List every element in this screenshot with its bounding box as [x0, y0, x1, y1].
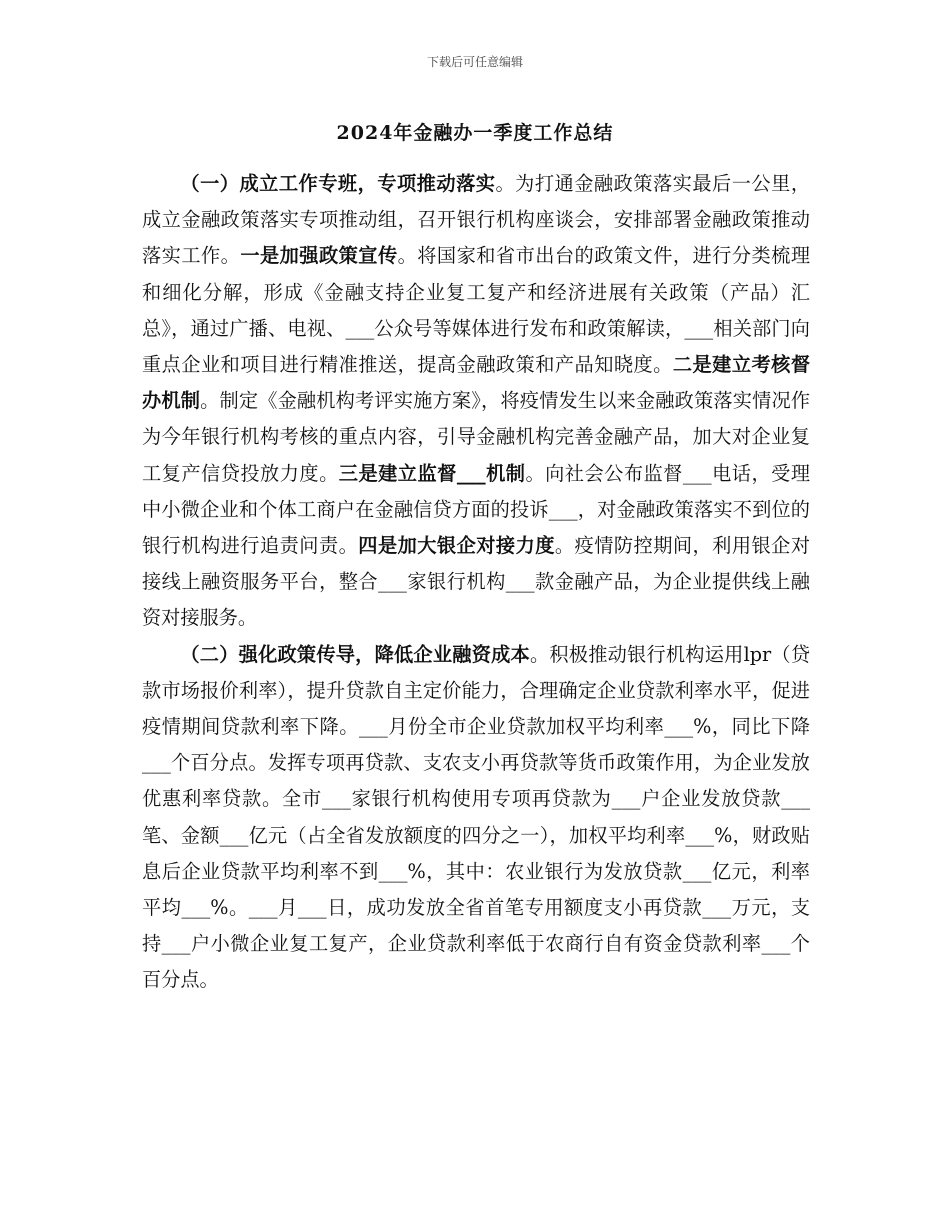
paragraph-2 [142, 637, 810, 999]
paragraph-text: 。向社会公布监督___电话，受理中小微企业和个体工商户在金融信贷方面的投诉___，对金融政策落实不到位的银行机构进行追责问责。 [142, 461, 811, 558]
paragraph-1 [142, 166, 810, 637]
paragraph-text: 。将国家和省市出台的政策文件，进行分类梳理和细化分解，形成《金融支持企业复工复产和经济进展有关政策（产品）汇总》，通过广播、电视、___公众号等媒体进行发布和政策解读，___相关部门向重点企业和项目进行精准推送，提高金融政策和产品知晓度。 [142, 244, 811, 377]
key-point-3: 三是建立监督___机制 [338, 461, 526, 485]
paragraph-text: 。为打通金融政策落实最后一公里，成立金融政策落实专项推动组，召开银行机构座谈会，安排部署金融政策推动落实工作。 [142, 172, 811, 268]
key-point-4: 四是加大银企对接力度 [358, 534, 555, 558]
document-title: 2024年金融办一季度工作总结 [336, 122, 614, 144]
paragraph-text: 。疫情防控期间，利用银企对接线上融资服务平台，整合___家银行机构___款金融产品，为企业提供线上融资对接服务。 [142, 534, 811, 630]
paragraph-text: 。积极推动银行机构运用lpr（贷款市场报价利率），提升贷款自主定价能力，合理确定企业贷款利率水平，促进疫情期间贷款利率下降。___月份全市企业贷款加权平均利率___%，同比下降___个百分点。发挥专项再贷款、支农支小再贷款等货币政策作用，为企业发放优惠利率贷款。全市___家银行机构使用专项再贷款为___户企业发放贷款___笔、金额___亿元（占全省发放额度的四分之一），加权平均利率___%，财政贴息后企业贷款平均利率不到___%，其中：农业银行为发放贷款___亿元，利率平均___%。___月___日，成功发放全省首笔专用额度支小再贷款___万元，支持___户小微企业复工复产，企业贷款利率低于农商行自有资金贷款利率___个百分点。 [142, 642, 811, 992]
key-point-1: 一是加强政策宣传 [240, 244, 398, 268]
paragraph-text: 。制定《金融机构考评实施方案》，将疫情发生以来金融政策落实情况作为今年银行机构考核的重点内容，引导金融机构完善金融产品，加大对企业复工复产信贷投放力度。 [142, 389, 811, 485]
section-heading-1: （一）成立工作专班，专项推动落实 [180, 172, 496, 195]
document-body [142, 166, 810, 999]
running-header: 下载后可任意编辑 [426, 55, 523, 69]
section-heading-2: （二）强化政策传导，降低企业融资成本 [180, 642, 530, 666]
key-point-2: 二是建立考核督办机制 [142, 353, 811, 413]
